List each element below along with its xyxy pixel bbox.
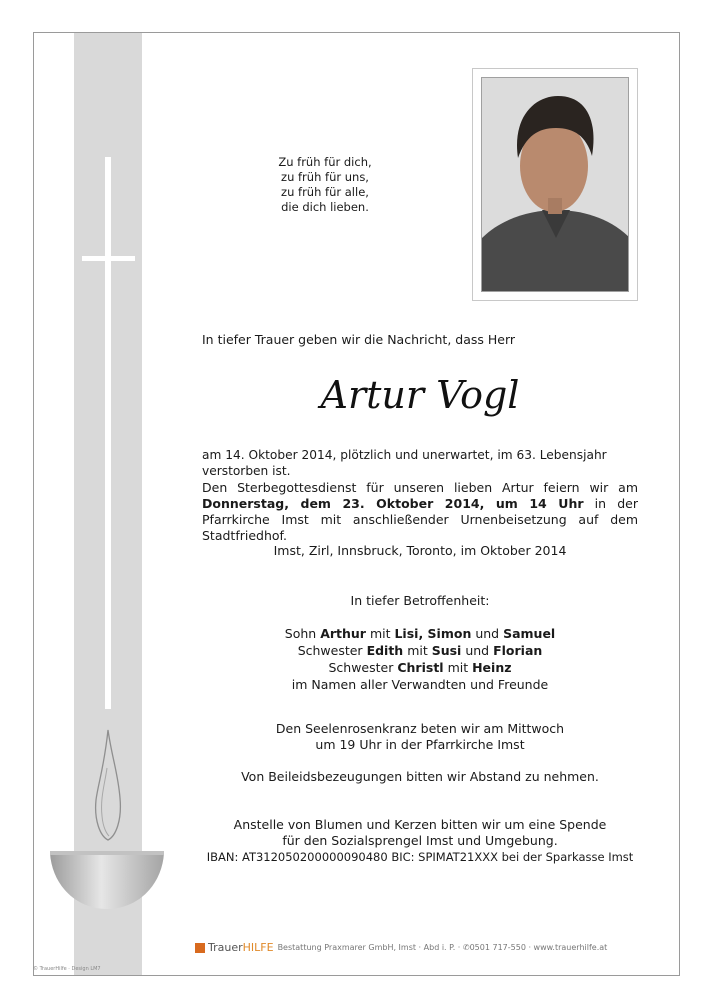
connector: und [461, 643, 494, 658]
bowl-icon [50, 851, 164, 911]
bank-details: IBAN: AT312050200000090480 BIC: SPIMAT21XXX bei der Sparkasse Imst [206, 850, 634, 864]
mourner-name: Arthur [320, 626, 366, 641]
mourner-name: Florian [493, 643, 543, 658]
logo-text-part1: Trauer [208, 941, 243, 954]
relation-label: Sohn [284, 626, 321, 641]
relation-label: Schwester [328, 660, 398, 675]
mourner-name: Samuel [503, 626, 556, 641]
connector: und [471, 626, 504, 641]
intro-text: In tiefer Trauer geben wir die Nachricht, dass Herr [202, 332, 516, 347]
rosary-notice [200, 721, 640, 753]
cross-icon-horizontal [82, 256, 135, 261]
deceased-name: Artur Vogl [320, 373, 520, 417]
footer-contact: Bestattung Praxmarer GmbH, Imst · Abd i. P. · ✆0501 717-550 · www.trauerhilfe.at [277, 943, 608, 952]
mourner-name: Heinz [472, 660, 512, 675]
connector: mit [443, 660, 473, 675]
rosary-line: Den Seelenrosenkranz beten wir am Mittwoch [275, 721, 565, 736]
relation-label: Schwester [297, 643, 367, 658]
mourner-line [200, 642, 640, 659]
donation-line: für den Sozialsprengel Imst und Umgebung. [282, 833, 558, 848]
donation-notice [200, 817, 640, 849]
rosary-line: um 19 Uhr in der Pfarrkirche Imst [315, 737, 525, 752]
service-date-time: Donnerstag, dem 23. Oktober 2014, um 14 Uhr [202, 496, 584, 511]
portrait-photo [481, 77, 629, 292]
service-text-part2: in der Pfarrkirche Imst mit anschließender Urnenbeisetzung auf dem Stadtfriedhof. [202, 496, 639, 543]
mourner-line [200, 625, 640, 642]
mourner-name: Lisi, Simon [394, 626, 472, 641]
copyright-note: © TrauerHilfe · Design LM7 [33, 966, 101, 972]
death-notice: am 14. Oktober 2014, plötzlich und unerwartet, im 63. Lebensjahr verstorben ist. [202, 448, 607, 478]
footer [195, 941, 655, 957]
flame-icon [88, 728, 128, 844]
place-date: Imst, Zirl, Innsbruck, Toronto, im Oktober 2014 [273, 543, 567, 558]
mourner-name: Christl [397, 660, 444, 675]
service-text-part1: Den Sterbegottesdienst für unseren lieben Artur feiern wir am [202, 480, 638, 495]
mourner-line [200, 659, 640, 676]
connector: mit [365, 626, 395, 641]
mourner-line: im Namen aller Verwandten und Freunde [291, 677, 549, 692]
logo-text-part2: HILFE [242, 941, 274, 954]
logo-icon [195, 943, 205, 953]
poem-line: zu früh für alle, [281, 185, 369, 199]
mourners-heading: In tiefer Betroffenheit: [350, 593, 490, 608]
poem-line: Zu früh für dich, [278, 155, 372, 169]
condolences-notice: Von Beileidsbezeugungen bitten wir Abstand zu nehmen. [241, 769, 599, 784]
mourner-name: Edith [366, 643, 404, 658]
poem-line: die dich lieben. [281, 200, 369, 214]
funeral-service-text [202, 480, 638, 544]
mourner-name: Susi [431, 643, 462, 658]
poem-line: zu früh für uns, [281, 170, 369, 184]
poem [250, 155, 400, 215]
mourners-list [200, 625, 640, 693]
cross-icon-vertical [105, 157, 111, 709]
connector: mit [403, 643, 432, 658]
donation-line: Anstelle von Blumen und Kerzen bitten wir um eine Spende [233, 817, 607, 832]
